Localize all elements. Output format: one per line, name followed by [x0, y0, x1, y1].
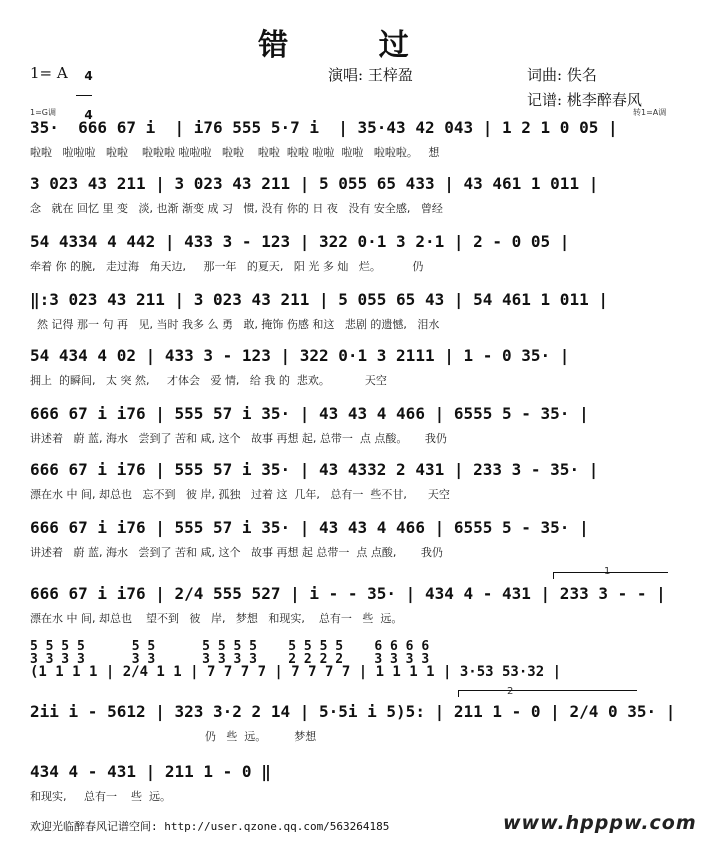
- interlude-top-line: 5 5 5 5 5 5 5 5 5 5 5 5 5 5 6 6 6 6: [30, 639, 430, 654]
- volta-second-bracket: [458, 690, 637, 697]
- notation-line: 2ii i - 5612 | 323 3·2 2 14 | 5·5i i 5)5: | 211 1 - 0 | 2/4 0 35· |: [30, 702, 676, 721]
- notation-line: 666 67 i i76 | 555 57 i 35· | 43 43 4 466 | 6555 5 - 35· |: [30, 404, 589, 423]
- composer-credit: 词曲: 佚名: [527, 66, 597, 84]
- time-signature-top: 4: [84, 69, 93, 83]
- footer-link[interactable]: 欢迎光临醉春风记谱空间: http://user.qzone.qq.com/563264185: [30, 820, 390, 833]
- notation-line: ‖:3 023 43 211 | 3 023 43 211 | 5 055 65 43 | 54 461 1 011 |: [30, 290, 608, 309]
- song-title: 错 过: [258, 28, 449, 63]
- time-signature: [76, 58, 92, 121]
- lyrics-line: 然 记得 那一 句 再 见, 当时 我多 么 勇 敢, 掩饰 伤感 和这 悲剧 的遗憾, 泪水: [30, 318, 440, 331]
- lyrics-line: 讲述着 蔚 蓝, 海水 尝到了 苦和 咸, 这个 故事 再想 起 总带一 点 点酸, 我仍: [30, 546, 443, 559]
- interlude-bottom-line: (1 1 1 1 | 2/4 1 1 | 7 7 7 7 | 7 7 7 7 | 1 1 1 1 | 3·53 53·32 |: [30, 664, 562, 680]
- lyrics-line: 漂在水 中 间, 却总也 忘不到 彼 岸, 孤独 过着 这 几年, 总有一 些不甘, 天空: [30, 488, 450, 501]
- key-change-note-left: 1=G调: [30, 108, 56, 117]
- notation-line: 54 434 4 02 | 433 3 - 123 | 322 0·1 3 2111 | 1 - 0 35· |: [30, 346, 570, 365]
- singer-credit: 演唱: 王梓盈: [328, 66, 413, 84]
- notation-line: 434 4 - 431 | 211 1 - 0 ‖: [30, 762, 271, 781]
- volta-first-label: 1: [604, 566, 611, 577]
- interlude-mid-line: 3 3 3 3 3 3 3 3 3 3 2 2 2 2 3 3 3 3: [30, 652, 430, 667]
- lyrics-line: 啦啦 啦啦啦 啦啦 啦啦啦 啦啦啦 啦啦 啦啦 啦啦 啦啦 啦啦 啦啦啦。 想: [30, 146, 440, 159]
- key-change-note-right: 转1=A调: [633, 108, 667, 117]
- notation-line: 666 67 i i76 | 555 57 i 35· | 43 4332 2 431 | 233 3 - 35· |: [30, 460, 599, 479]
- lyrics-line: 念 就在 回忆 里 变 淡, 也渐 渐变 成 习 惯, 没有 你的 日 夜 没有 安全感, 曾经: [30, 202, 443, 215]
- lyrics-line: 讲述着 蔚 蓝, 海水 尝到了 苦和 咸, 这个 故事 再想 起, 总带一 点 点酸。 我仍: [30, 432, 447, 445]
- lyrics-line: 漂在水 中 间, 却总也 望不到 彼 岸, 梦想 和现实, 总有一 些 远。: [30, 612, 403, 625]
- notation-line: 666 67 i i76 | 2/4 555 527 | i - - 35· | 434 4 - 431 | 233 3 - - |: [30, 584, 666, 603]
- site-watermark: www.hpppw.com: [503, 812, 697, 834]
- lyrics-line: 仍 些 远。 梦想: [30, 730, 317, 743]
- transcriber-credit: 记谱: 桃李醉春风: [527, 91, 642, 109]
- time-signature-bottom: 4: [84, 108, 93, 122]
- notation-line: 54 4334 4 442 | 433 3 - 123 | 322 0·1 3 2·1 | 2 - 0 05 |: [30, 232, 570, 251]
- volta-second-label: 2: [507, 686, 514, 697]
- lyrics-line: 拥上 的瞬间, 太 突 然, 才体会 爱 情, 给 我 的 悲欢。 天空: [30, 374, 387, 387]
- notation-line: 3 023 43 211 | 3 023 43 211 | 5 055 65 433 | 43 461 1 011 |: [30, 174, 599, 193]
- notation-line: 666 67 i i76 | 555 57 i 35· | 43 43 4 466 | 6555 5 - 35· |: [30, 518, 589, 537]
- lyrics-line: 牵着 你 的腕, 走过海 角天边, 那一年 的夏天, 阳 光 多 灿 烂。 仍: [30, 260, 424, 273]
- lyrics-line: 和现实, 总有一 些 远。: [30, 790, 171, 803]
- volta-first-bracket: [553, 572, 668, 579]
- notation-line: 35· 666 67 i | i76 555 5·7 i | 35·43 42 043 | 1 2 1 0 05 |: [30, 118, 618, 137]
- key-signature: 1= A: [30, 64, 68, 82]
